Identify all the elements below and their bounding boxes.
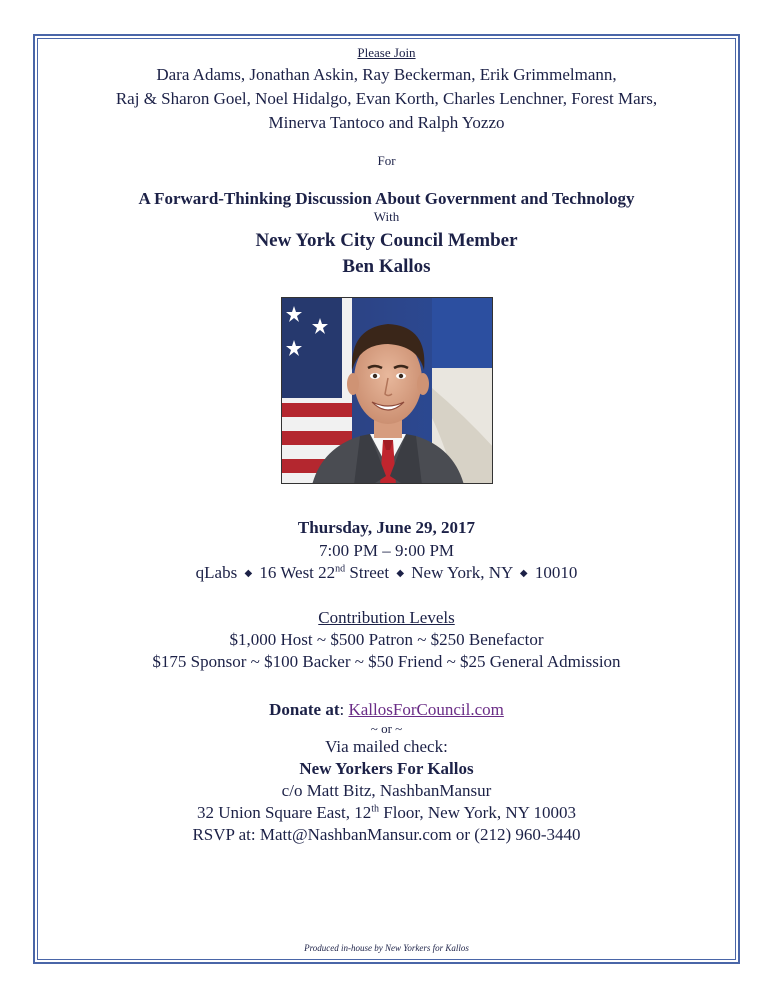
or-divider: ~ or ~ — [370, 721, 403, 736]
candidate-portrait — [281, 297, 493, 484]
care-of-line: c/o Matt Bitz, NashbanMansur — [281, 781, 492, 800]
diamond-separator-icon: ◆ — [396, 568, 405, 579]
event-title: A Forward-Thinking Discussion About Government and Technology — [138, 189, 635, 208]
rsvp-line: RSVP at: Matt@NashbanMansur.com or (212) 960-3440 — [192, 825, 581, 844]
payee-name: New Yorkers For Kallos — [299, 759, 474, 778]
donate-link[interactable]: KallosForCouncil.com — [348, 700, 504, 719]
council-title: New York City Council Member — [255, 230, 518, 251]
venue-street: 16 West 22nd Street — [259, 563, 390, 582]
invitation-content — [40, 44, 733, 846]
portrait-image — [282, 298, 493, 484]
diamond-separator-icon: ◆ — [244, 568, 253, 579]
venue-city: New York, NY — [411, 563, 513, 582]
host-line: Raj & Sharon Goel, Noel Hidalgo, Evan Korth, Charles Lenchner, Forest Mars, — [115, 89, 658, 108]
donate-label: Donate at — [269, 700, 340, 719]
for-label: For — [377, 153, 396, 168]
contribution-heading: Contribution Levels — [318, 608, 455, 627]
venue-zip: 10010 — [534, 563, 578, 582]
event-venue — [40, 562, 733, 585]
venue-name: qLabs — [195, 563, 238, 582]
event-date: Thursday, June 29, 2017 — [297, 518, 476, 537]
member-name: Ben Kallos — [342, 256, 431, 277]
donate-line — [40, 698, 733, 722]
contribution-level-line: $175 Sponsor ~ $100 Backer ~ $50 Friend ~ $25 General Admission — [152, 652, 621, 671]
host-line: Dara Adams, Jonathan Askin, Ray Beckerman, Erik Grimmelmann, — [156, 65, 617, 84]
diamond-separator-icon: ◆ — [519, 568, 528, 579]
please-join-label: Please Join — [357, 45, 416, 60]
contribution-level-line: $1,000 Host ~ $500 Patron ~ $250 Benefactor — [229, 630, 544, 649]
host-list — [40, 63, 733, 135]
mailing-address: 32 Union Square East, 12th Floor, New York, NY 10003 — [196, 803, 577, 822]
with-label: With — [373, 209, 400, 224]
donate-colon: : — [339, 700, 349, 719]
event-time: 7:00 PM – 9:00 PM — [318, 541, 455, 560]
host-line: Minerva Tantoco and Ralph Yozzo — [268, 113, 505, 132]
produced-by-footer: Produced in-house by New Yorkers for Kallos — [304, 943, 469, 953]
mail-check-label: Via mailed check: — [325, 737, 448, 756]
